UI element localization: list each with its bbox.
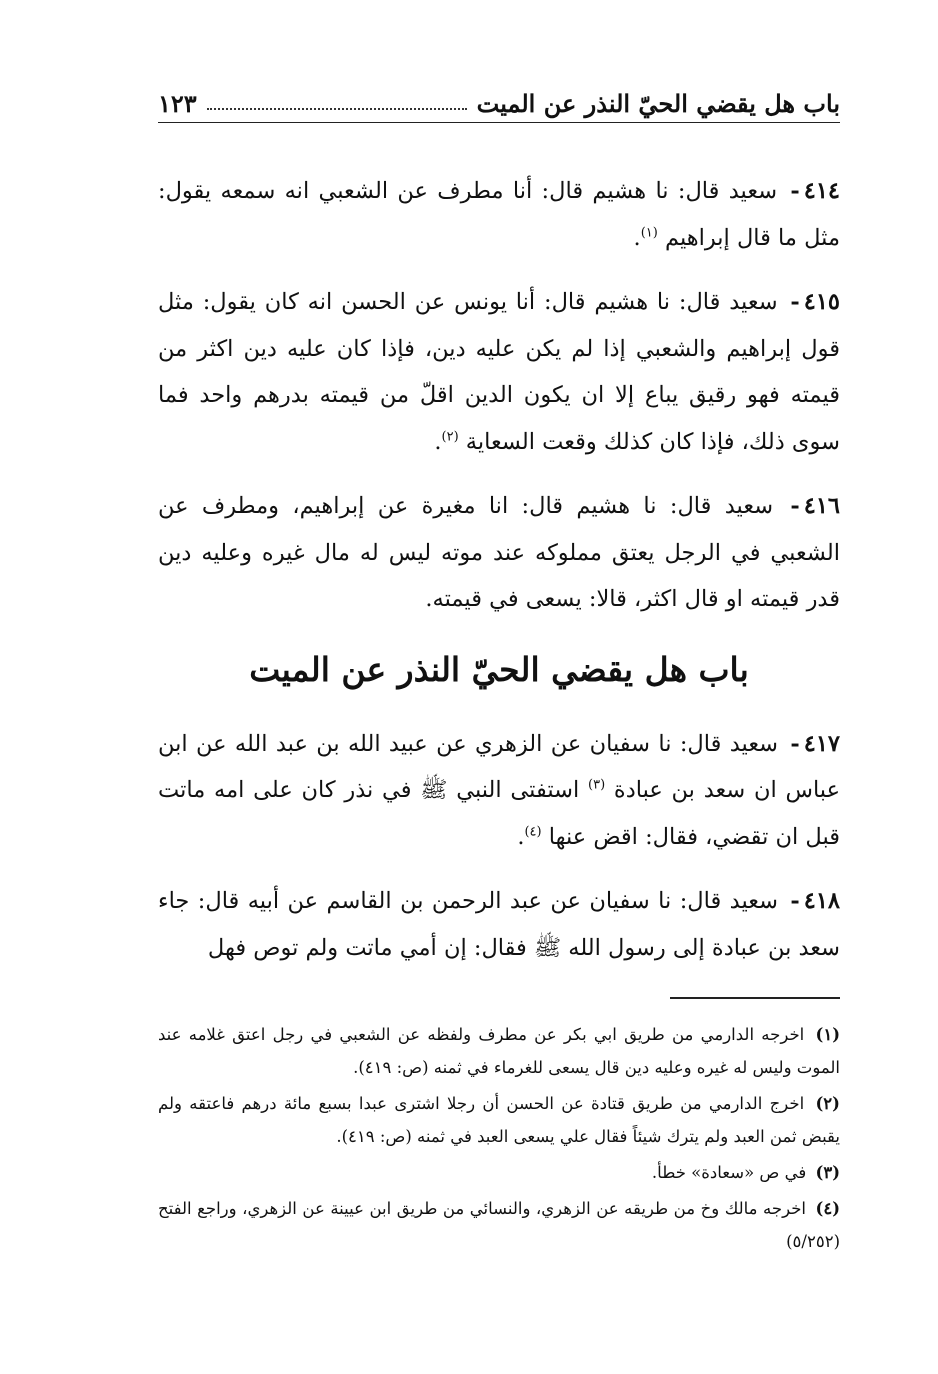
hadith-418 (158, 878, 840, 971)
hadith-text: سعيد قال: نا هشيم قال: انا مغيرة عن إبراهيم، ومطرف عن الشعبي في الرجل يعتق مملوكه عند موته ليس له مال غيره وعليه دين قدر قيمته او قال اكثر، قالا: يسعى في قيمته. (158, 493, 840, 612)
section-heading: باب هل يقضي الحيّ النذر عن الميت (249, 649, 749, 689)
running-header-title: باب هل يقضي الحيّ النذر عن الميت (476, 89, 840, 118)
hadith-number: ٤١٧ (803, 730, 841, 757)
footnote-text: في ص «سعادة» خطأ. (651, 1163, 807, 1182)
hadith-417 (158, 721, 840, 861)
hadith-text: سعيد قال: نا سفيان عن الزهري عن عبيد الله بن عبد الله عن ابن عباس ان سعد بن عبادة (158, 730, 841, 803)
hadith-text-end: . (633, 224, 641, 251)
footnote-2 (158, 1087, 840, 1153)
footnotes (158, 1018, 840, 1261)
footnote-ref[interactable]: (٤) (524, 824, 542, 839)
dash: - (790, 730, 800, 757)
footnote-text: اخرج الدارمي من طريق قتادة عن الحسن أن رجلا اشترى عبدا بسبع مائة درهم فاعتقه ولم يقبض ثمن العبد ولم يترك شيئاً فقال علي يسعى العبد في ثمنه (ص: ٤١٩). (158, 1094, 840, 1146)
hadith-text: سعيد قال: نا سفيان عن عبد الرحمن بن القاسم عن أبيه قال: جاء سعد بن عبادة إلى رسول الله ﷺ فقال: إن أمي ماتت ولم توص فهل (158, 888, 840, 961)
main-text (158, 168, 840, 989)
footnote-ref[interactable]: (٢) (441, 429, 459, 444)
hadith-text-middle: استفتى النبي ﷺ في نذر كان على امه ماتت قبل ان تقضي، فقال: اقض عنها (158, 777, 840, 850)
hadith-415 (158, 279, 840, 465)
hadith-416 (158, 483, 840, 623)
footnote-4 (158, 1192, 840, 1258)
footnote-text: اخرجه مالك وخ من طريقه عن الزهري، والنسائي من طريق ابن عيينة عن الزهري، وراجع الفتح (٥/٢٥٢) (158, 1199, 840, 1251)
dash: - (790, 289, 800, 315)
hadith-text: سعيد قال: نا هشيم قال: أنا يونس عن الحسن انه كان يقول: مثل قول إبراهيم والشعبي إذا لم يكن عليه دين، فإذا كان عليه دين اكثر من قيمته فهو رقيق يباع إلا ان يكون الدين اقلّ من قيمته بدرهم واحد فما سوى ذلك، فإذا كان كذلك وقعت السعاية (158, 289, 840, 455)
hadith-text-end: . (517, 823, 525, 850)
hadith-414 (158, 168, 840, 261)
footnote-ref[interactable]: (١) (640, 225, 658, 240)
page-number: ١٢٣ (158, 89, 197, 118)
footnote-number: (٢) (815, 1094, 840, 1113)
footnote-3 (158, 1156, 840, 1189)
hadith-number: ٤١٤ (803, 178, 840, 204)
footnote-ref[interactable]: (٣) (588, 777, 606, 793)
footnote-number: (١) (815, 1025, 840, 1044)
hadith-number: ٤١٥ (803, 289, 841, 315)
footnote-1 (158, 1018, 840, 1084)
hadith-number: ٤١٨ (803, 888, 841, 914)
hadith-text: سعيد قال: نا هشيم قال: أنا مطرف عن الشعبي انه سمعه يقول: مثل ما قال إبراهيم (158, 178, 840, 251)
footnote-text: اخرجه الدارمي من طريق ابي بكر عن مطرف ولفظه عن الشعبي في رجل اعتق غلامه عند الموت وليس له غيره وعليه دين قال يسعى للغرماء في ثمنه (ص: ٤١٩). (158, 1025, 840, 1077)
dash: - (790, 888, 800, 914)
running-header (158, 84, 840, 123)
header-leader-dots (207, 108, 467, 110)
hadith-text-end: . (434, 428, 442, 455)
dash: - (790, 178, 800, 204)
footnote-number: (٣) (815, 1163, 840, 1182)
footnote-separator (670, 997, 840, 999)
footnote-number: (٤) (815, 1199, 841, 1218)
dash: - (790, 493, 800, 519)
hadith-number: ٤١٦ (803, 493, 840, 519)
